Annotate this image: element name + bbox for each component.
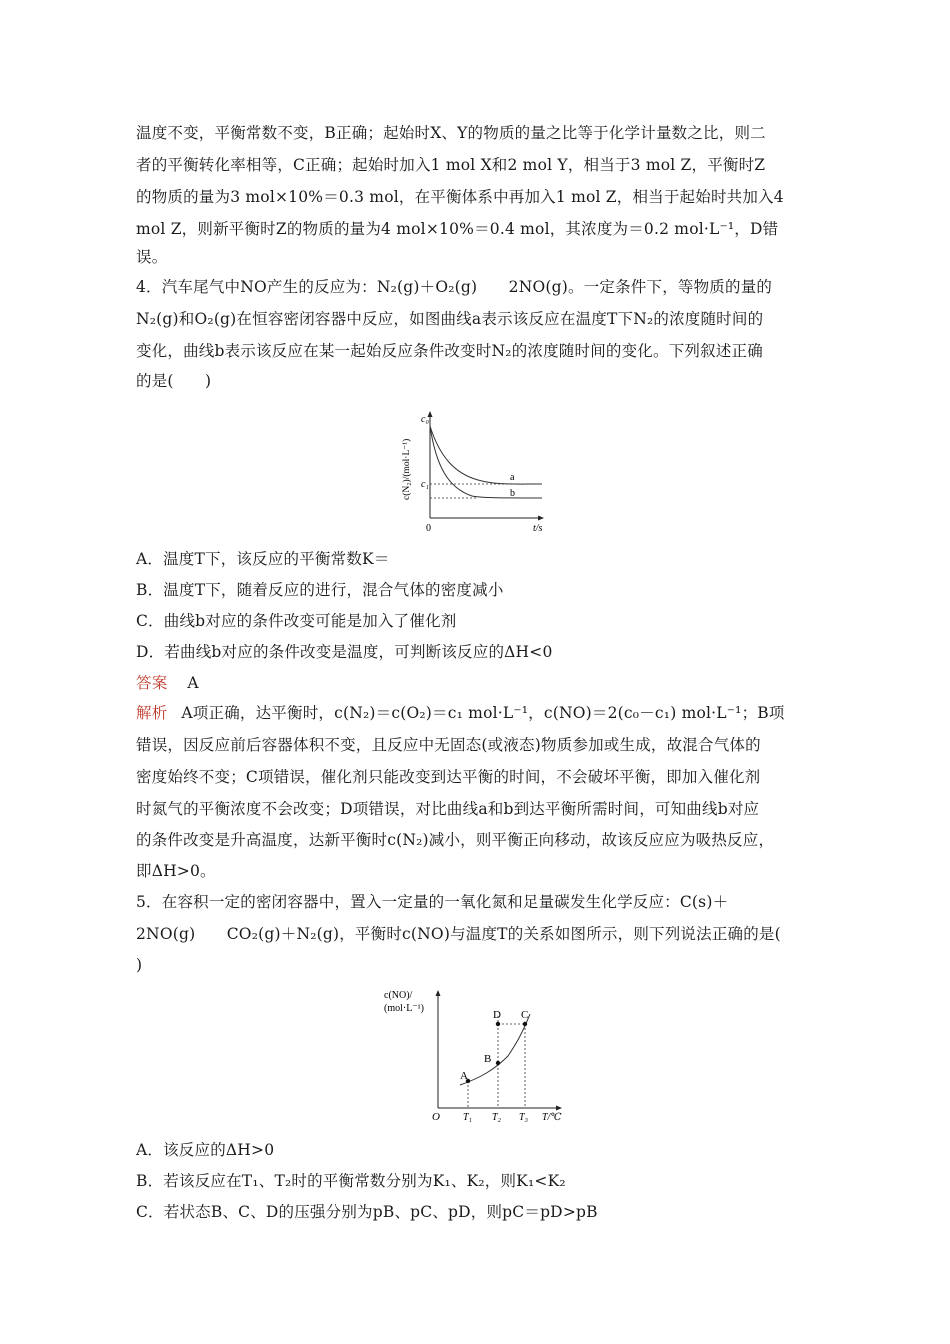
text-line: 的物质的量为3 mol×10%＝0.3 mol，在平衡体系中再加入1 mol Z，相当于起始时共加入4 <box>136 188 784 206</box>
x-axis-label: T/℃ <box>542 1112 562 1123</box>
point-c-label: C <box>521 1009 529 1021</box>
analysis-line: 错误，因反应前后容器体积不变，且反应中无固态(或液态)物质参加或生成，故混合气体的 <box>136 736 761 754</box>
y-axis-label-1: c(NO)/ <box>384 990 413 1001</box>
answer-label: 答案 <box>136 674 168 692</box>
y-axis-arrow <box>436 990 441 996</box>
origin-label: 0 <box>426 523 431 534</box>
option-b: B．若该反应在T₁、T₂时的平衡常数分别为K₁、K₂，则K₁<K₂ <box>136 1172 566 1190</box>
curve-a-label: a <box>510 472 515 483</box>
question-stem-line: 的是( ) <box>136 372 212 390</box>
y-axis-label: c(N₂)/(mol·L⁻¹) <box>402 438 412 500</box>
question-stem-line: 4．汽车尾气中NO产生的反应为：N₂(g)＋O₂(g) 2NO(g)。一定条件下，等物质的量的 <box>136 278 773 296</box>
question-stem-line: 2NO(g) CO₂(g)＋N₂(g)，平衡时c(NO)与温度T的关系如图所示，则下列说法正确的是( <box>136 925 781 943</box>
analysis-label: 解析 <box>136 704 168 722</box>
analysis-line <box>136 702 816 724</box>
point-b-label: B <box>484 1053 492 1065</box>
option-c: C．曲线b对应的条件改变可能是加入了催化剂 <box>136 612 457 630</box>
no-concentration-figure <box>380 982 580 1124</box>
curve <box>460 1014 530 1085</box>
t1-label: T₁ <box>463 1112 473 1123</box>
c0-label: c₀ <box>421 414 429 425</box>
analysis-line: 时氮气的平衡浓度不会改变；D项错误，对比曲线a和b到达平衡所需时间，可知曲线b对应 <box>136 800 760 818</box>
n2-concentration-figure <box>392 408 562 536</box>
point-b <box>496 1061 500 1065</box>
question-stem-line: 5．在容积一定的密闭容器中，置入一定量的一氧化氮和足量碳发生化学反应：C(s)＋ <box>136 893 729 911</box>
question-stem-line: N₂(g)和O₂(g)在恒容密闭容器中反应，如图曲线a表示该反应在温度T下N₂的浓度随时间的 <box>136 310 764 328</box>
answer-line <box>136 672 816 694</box>
option-b: B．温度T下，随着反应的进行，混合气体的密度减小 <box>136 581 504 599</box>
text-line: 者的平衡转化率相等，C正确；起始时加入1 mol X和2 mol Y，相当于3 mol Z，平衡时Z <box>136 156 766 174</box>
question-stem-line: ) <box>136 956 143 974</box>
answer-value: A <box>187 674 199 692</box>
text-line: 温度不变，平衡常数不变，B正确；起始时X、Y的物质的量之比等于化学计量数之比，则二 <box>136 124 766 142</box>
curve-b <box>430 426 542 498</box>
y-axis-label-2: (mol·L⁻¹) <box>384 1003 424 1014</box>
option-a: A．该反应的ΔH>0 <box>136 1141 275 1159</box>
analysis-line: 即ΔH>0。 <box>136 862 216 880</box>
option-a: A．温度T下，该反应的平衡常数K＝ <box>136 550 390 568</box>
analysis-line: 的条件改变是升高温度，达新平衡时c(N₂)减小，则平衡正向移动，故该反应应为吸热反应， <box>136 831 775 849</box>
text-line: mol Z，则新平衡时Z的物质的量为4 mol×10%＝0.4 mol，其浓度为＝0.2 mol·L⁻¹，D错 <box>136 220 779 238</box>
question-stem-line: 变化，曲线b表示该反应在某一起始反应条件改变时N₂的浓度随时间的变化。下列叙述正确 <box>136 342 763 360</box>
option-d: D．若曲线b对应的条件改变是温度，可判断该反应的ΔH<0 <box>136 643 553 661</box>
t3-label: T₃ <box>519 1112 529 1123</box>
x-axis-arrow <box>538 516 544 521</box>
t2-label: T₂ <box>492 1112 502 1123</box>
point-d-label: D <box>493 1009 501 1021</box>
point-a-label: A <box>460 1070 468 1082</box>
text-line: 误。 <box>136 248 168 266</box>
point-d <box>496 1022 500 1026</box>
x-axis-arrow <box>556 1106 562 1111</box>
c1-label: c₁ <box>421 479 429 490</box>
option-c: C．若状态B、C、D的压强分别为pB、pC、pD，则pC＝pD>pB <box>136 1203 598 1221</box>
point-c <box>523 1022 527 1026</box>
origin-label: O <box>432 1111 440 1123</box>
curve-b-label: b <box>510 488 515 499</box>
x-axis-label: t/s <box>533 523 543 534</box>
analysis-line: 密度始终不变；C项错误，催化剂只能改变到达平衡的时间，不会破坏平衡，即加入催化剂 <box>136 768 761 786</box>
analysis-text: A项正确，达平衡时，c(N₂)＝c(O₂)＝c₁ mol·L⁻¹，c(NO)＝2(c₀－c₁) mol·L⁻¹；B项 <box>181 704 785 722</box>
curve-a <box>430 426 542 484</box>
